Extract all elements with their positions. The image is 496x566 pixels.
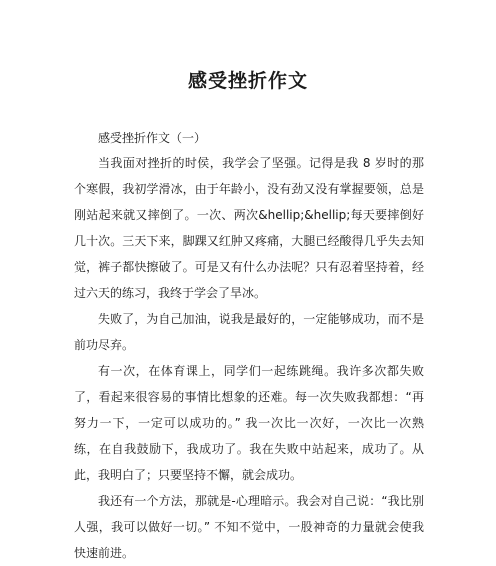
paragraph: 有一次，在体育课上，同学们一起练跳绳。我许多次都失败了，看起来很容易的事情比想象的还难。每一次失败我都想：“再努力一下，一定可以成功的。” 我一次比一次好，一次比一次熟练，在自我鼓励下，我成功了。我在失败中站起来，成功了。从此，我明白了；只要坚持不懈，就会成功。 — [74, 364, 424, 482]
paragraph: 失败了，为自己加油，说我是最好的，一定能够成功，而不是前功尽弃。 — [74, 312, 424, 352]
document-title: 感受挫折作文 — [187, 70, 308, 92]
paragraph: 我还有一个方法，那就是-心理暗示。我会对自己说：“我比别人强，我可以做好一切。” 不知不觉中，一股神奇的力量就会使我快速前进。 — [74, 494, 424, 560]
document-body — [74, 126, 424, 566]
paragraph: 当我面对挫折的时侯，我学会了坚强。记得是我 8 岁时的那个寒假，我初学滑冰，由于年龄小，没有劲又没有掌握要领，总是刚站起来就又摔倒了。一次、两次&hellip;&hellip;每天要摔倒好几十次。三天下来，脚踝又红肿又疼痛，大腿已经酸得几乎失去知觉，裤子都快擦破了。可是又有什么办法呢？只有忍着坚持着，经过六天的练习，我终于学会了旱冰。 — [74, 156, 424, 300]
document-subtitle: 感受挫折作文（一） — [98, 131, 207, 145]
